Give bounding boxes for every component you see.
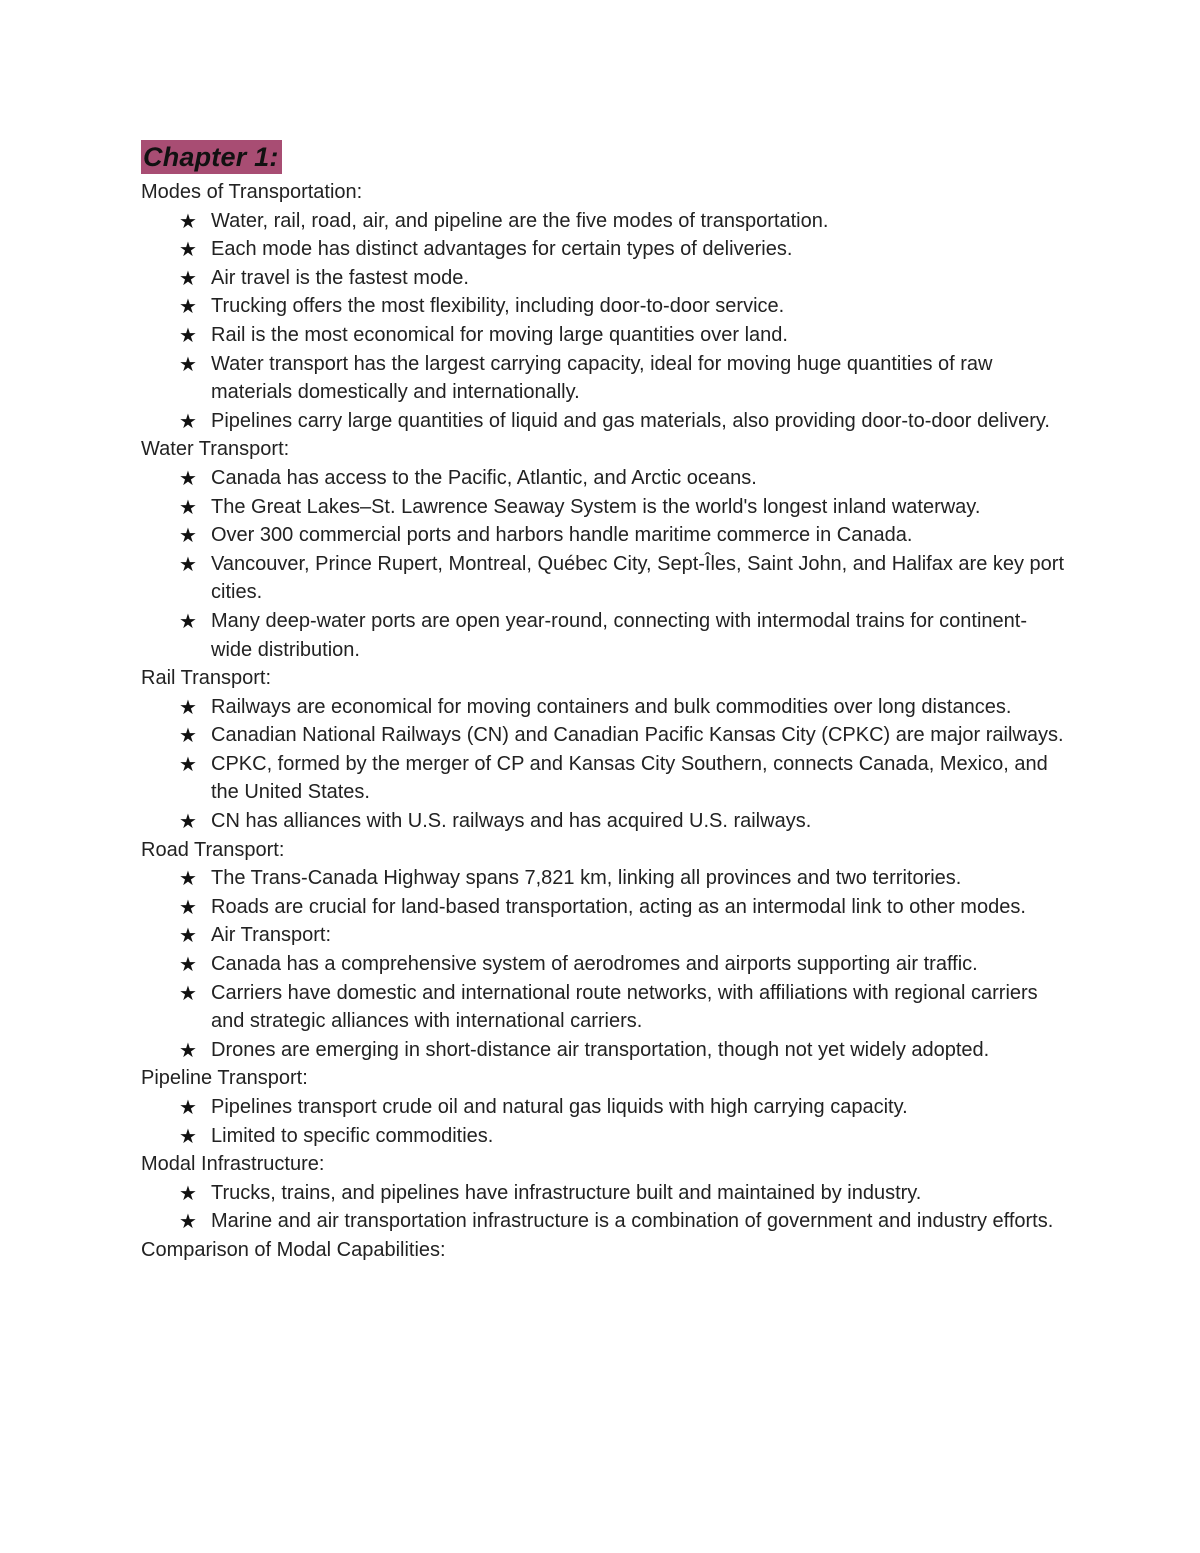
bullet-text: Pipelines transport crude oil and natural gas liquids with high carrying capacity. (211, 1096, 908, 1118)
bullet-list (141, 864, 1066, 1064)
list-item (141, 893, 1066, 922)
star-bullet-icon: ★ (179, 1123, 197, 1148)
list-item (141, 721, 1066, 750)
list-item (141, 807, 1066, 836)
bullet-text: Drones are emerging in short-distance air transportation, though not yet widely adopted. (211, 1038, 990, 1061)
list-item (141, 750, 1066, 807)
bullet-text: Vancouver, Prince Rupert, Montreal, Québec City, Sept-Îles, Saint John, and Halifax are key port cities. (211, 552, 1065, 604)
bullet-text: Air travel is the fastest mode. (211, 266, 469, 289)
bullet-text: Canada has access to the Pacific, Atlantic, and Arctic oceans. (211, 466, 757, 489)
star-bullet-icon: ★ (179, 608, 197, 633)
bullet-text: Each mode has distinct advantages for certain types of deliveries. (211, 238, 793, 261)
star-bullet-icon: ★ (179, 980, 197, 1005)
list-item (141, 235, 1066, 264)
bullet-list (141, 464, 1066, 664)
bullet-text: CN has alliances with U.S. railways and has acquired U.S. railways. (211, 810, 812, 833)
list-item (141, 1036, 1066, 1065)
list-item (141, 207, 1066, 236)
list-item (141, 979, 1066, 1036)
list-item (141, 693, 1066, 722)
star-bullet-icon: ★ (179, 237, 197, 262)
star-bullet-icon: ★ (179, 1095, 197, 1119)
section-heading: Road Transport: (141, 838, 285, 861)
bullet-text: Water transport has the largest carrying capacity, ideal for moving huge quantities of raw materials domestically and internationally. (211, 352, 993, 404)
bullet-text: The Trans-Canada Highway spans 7,821 km, linking all provinces and two territories. (211, 867, 962, 890)
section-heading: Rail Transport: (141, 667, 272, 690)
sections-container (141, 178, 1066, 1265)
bullet-text: Canada has a comprehensive system of aerodromes and airports supporting air traffic. (211, 953, 978, 976)
bullet-text: Railways are economical for moving containers and bulk commodities over long distances. (211, 695, 1012, 718)
section-heading: Water Transport: (141, 438, 290, 461)
bullet-text: Over 300 commercial ports and harbors handle maritime commerce in Canada. (211, 524, 913, 547)
bullet-text: Limited to specific commodities. (211, 1124, 494, 1147)
bullet-list (141, 1093, 1066, 1150)
star-bullet-icon: ★ (179, 723, 197, 748)
list-item (141, 292, 1066, 321)
list-item (141, 1122, 1066, 1151)
bullet-list (141, 693, 1066, 836)
bullet-text: Air Transport: (211, 924, 332, 947)
bullet-text: Trucks, trains, and pipelines have infrastructure built and maintained by industry. (211, 1181, 922, 1204)
list-item (141, 464, 1066, 493)
list-item (141, 350, 1066, 407)
star-bullet-icon: ★ (179, 465, 197, 490)
list-item (141, 1207, 1066, 1236)
star-bullet-icon: ★ (179, 322, 197, 347)
star-bullet-icon: ★ (179, 265, 197, 290)
list-item (141, 493, 1066, 522)
star-bullet-icon: ★ (179, 923, 197, 948)
bullet-text: CPKC, formed by the merger of CP and Kansas City Southern, connects Canada, Mexico, and the United States. (211, 752, 1048, 804)
star-bullet-icon: ★ (179, 894, 197, 919)
section-heading: Pipeline Transport: (141, 1067, 308, 1090)
bullet-list (141, 207, 1066, 436)
list-item (141, 321, 1066, 350)
bullet-text: Marine and air transportation infrastructure is a combination of government and industry efforts. (211, 1210, 1054, 1233)
star-bullet-icon: ★ (179, 208, 197, 233)
star-bullet-icon: ★ (179, 694, 197, 719)
star-bullet-icon: ★ (179, 1209, 197, 1234)
bullet-text: Many deep-water ports are open year-round, connecting with intermodal trains for continent-wide distribution. (211, 609, 1027, 661)
chapter-title: Chapter 1: (141, 140, 282, 174)
bullet-text: Canadian National Railways (CN) and Canadian Pacific Kansas City (CPKC) are major railways. (211, 724, 1064, 747)
list-item (141, 950, 1066, 979)
star-bullet-icon: ★ (179, 1037, 197, 1062)
star-bullet-icon: ★ (179, 952, 197, 977)
list-item (141, 864, 1066, 893)
list-item (141, 1179, 1066, 1208)
list-item (141, 1093, 1066, 1122)
star-bullet-icon: ★ (179, 751, 197, 776)
list-item (141, 521, 1066, 550)
star-bullet-icon: ★ (179, 523, 197, 548)
bullet-text: Trucking offers the most flexibility, including door-to-door service. (211, 295, 785, 318)
bullet-text: Water, rail, road, air, and pipeline are the five modes of transportation. (211, 209, 829, 232)
bullet-text: The Great Lakes–St. Lawrence Seaway System is the world's longest inland waterway. (211, 495, 981, 518)
section-heading: Modal Infrastructure: (141, 1153, 325, 1176)
document-content (141, 140, 1066, 1265)
list-item (141, 407, 1066, 436)
bullet-text: Pipelines carry large quantities of liquid and gas materials, also providing door-to-door delivery. (211, 409, 1050, 432)
section-heading: Comparison of Modal Capabilities: (141, 1238, 446, 1261)
list-item (141, 921, 1066, 950)
star-bullet-icon: ★ (179, 351, 197, 376)
star-bullet-icon: ★ (179, 408, 197, 433)
star-bullet-icon: ★ (179, 1180, 197, 1205)
chapter-heading-row (141, 140, 1066, 178)
bullet-text: Roads are crucial for land-based transportation, acting as an intermodal link to other modes. (211, 895, 1026, 918)
star-bullet-icon: ★ (179, 494, 197, 519)
star-bullet-icon: ★ (179, 809, 197, 834)
star-bullet-icon: ★ (179, 294, 197, 319)
bullet-list (141, 1179, 1066, 1236)
section-heading: Modes of Transportation: (141, 181, 363, 203)
list-item (141, 550, 1066, 607)
bullet-text: Rail is the most economical for moving large quantities over land. (211, 323, 788, 346)
star-bullet-icon: ★ (179, 551, 197, 576)
list-item (141, 607, 1066, 664)
list-item (141, 264, 1066, 293)
bullet-text: Carriers have domestic and international route networks, with affiliations with regional carriers and strategic alliances with international carriers. (211, 981, 1038, 1033)
star-bullet-icon: ★ (179, 866, 197, 891)
